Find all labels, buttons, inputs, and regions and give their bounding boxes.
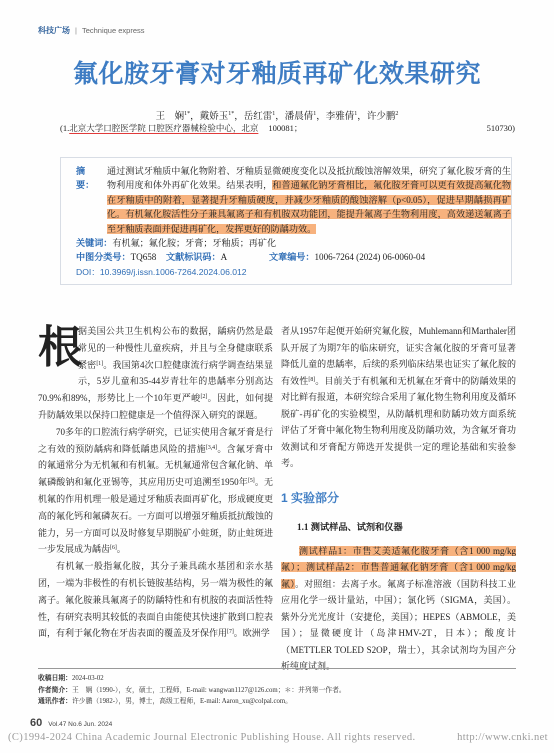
author-affil-mark: 2 (395, 111, 399, 117)
received-value: 2024-03-02 (71, 675, 104, 682)
author-affil-mark: 1 (354, 111, 358, 117)
author-bio-label: 作者简介： (38, 686, 72, 694)
clc-group (76, 250, 166, 264)
page-footer (30, 716, 112, 731)
footnotes (38, 673, 516, 708)
doc-code-label: 文献标识码： (166, 252, 221, 263)
received-date (38, 673, 516, 685)
body-text: 。无机氟的作用机理一般是通过牙釉质表面再矿化，形成硬度更高的氟化钙和氟磷灰石。一方面可以增强牙釉质抵抗酸蚀的能力，另一方面可以及时修复早期脱矿小蛀斑，防止蛀斑进一步发展成为龋齿 (38, 477, 273, 555)
affiliation-postcode: 100081； (268, 123, 303, 133)
corresponding-value: 许少鹏（1982-），男，博士，高级工程师，E-mail: Aaron_xu@colpal.com。 (71, 698, 292, 705)
author-name: 潘晨倩 (284, 112, 314, 122)
author-affil-mark: 1* (228, 111, 235, 117)
clc-label: 中图分类号： (76, 252, 131, 263)
citation: [5] (247, 478, 255, 485)
body-paragraph-continued (281, 323, 516, 472)
received-label: 收稿日期： (38, 675, 72, 682)
subsection-heading: 1.1 测试样品、试剂和仪器 (297, 521, 403, 532)
article-no-value: 1006-7264 (2024) 06-0060-04 (314, 252, 426, 263)
body-text: 。对照组：去离子水。氟离子标准溶液（国防科技工业应用化学一级计量站，中国）；氯化钙（SIGMA，美国）。紫外分光光度计（安捷伦，美国）；HEPES（ABMOLE，美国）；显微硬度计（岛津HMV-2T，日本）；酸度计（METTLER TOLED S2OP，瑞士），其余试剂均为国产分析纯度试剂。 (281, 578, 516, 671)
classification-line (76, 250, 511, 264)
section-heading: 1 实验部分 (281, 490, 340, 505)
body-text: 。 (116, 544, 126, 555)
article-no-group (269, 250, 425, 264)
body-text: 。因此，如何提升防龋效果以保持口腔健康是一个值得深入研究的课题。 (38, 393, 273, 420)
section-name-en: Technique express (81, 26, 145, 35)
author-bio-value: 王 娴（1990-），女，硕士，工程师，E-mail: wangwan1127@126.com；＊：并列第一作者。 (71, 686, 346, 694)
doi-line (76, 265, 511, 279)
affiliation-main (60, 122, 302, 135)
body-text: 70多年的口腔流行病学研究，已证实使用含氟牙膏是行之有效的预防龋病和降低龋患风险的措施 (38, 426, 273, 454)
issue-info: Vol.47 No.6 Jun. 2024 (48, 721, 113, 728)
citation: [1] (96, 360, 104, 367)
body-text: 。我国第4次口腔健康流行病学调查结果显示，5岁儿童和35-44岁青壮年的患龋率分别高达70.9%和89%，形势比上一个10年更严峻 (38, 359, 273, 404)
author-affil-mark: 1 (313, 111, 317, 117)
corresponding-author (38, 696, 516, 708)
author-bio (38, 685, 516, 697)
body-paragraph (38, 558, 273, 642)
body-text: 。含氟牙膏中的氟通常分为无机氟和有机氟。无机氟通常包含氟化钠、单氟磷酸钠和氟化亚锡等，其应用历史可追溯至1950年 (38, 443, 273, 488)
doi-value: 10.3969/j.issn.1006-7264.2024.06.012 (99, 266, 247, 277)
keywords-line (76, 236, 511, 250)
corresponding-label: 通讯作者： (38, 698, 72, 705)
body-column-left (38, 323, 273, 642)
author-name: 岳红雷 (243, 112, 273, 122)
copyright-watermark (8, 731, 548, 745)
author-name: 王 娴 (155, 112, 185, 122)
abstract-text (107, 164, 511, 236)
abstract (76, 164, 511, 236)
doc-code-value: A (220, 252, 228, 263)
keywords-value: 有机氟；氟化胺；牙膏；牙釉质；再矿化 (112, 238, 277, 249)
body-paragraph (38, 424, 273, 558)
materials-paragraph (281, 543, 516, 675)
author-separator: ， (190, 112, 200, 122)
section-name-cn: 科技广场 (38, 26, 70, 35)
author-separator: ， (357, 112, 367, 122)
body-text: 有机氟一般指氟化胺，其分子兼具疏水基团和亲水基团，一端为非极性的有机长链胺基结构，另一端为极性的氟离子。氟化胺兼具氟离子的防龋特性和有机胺的表面活性特性，有研究表明其较低的表面自由能使其快速扩散到口腔表面，有利于氟化物在牙齿表面的覆盖及牙保作用 (38, 561, 273, 639)
drop-cap: 根 (38, 323, 82, 372)
body-text: 者从1957年起便开始研究氟化胺，Muhlemann和Marthaler团队开展了为期7年的临床研究，证实含氟化胺的牙膏可显著降低儿童的患龋率，后续的系列临床结果也证实了氟化胺的有效性 (281, 326, 516, 386)
author-affil-mark: 1 (272, 111, 276, 117)
keywords-label: 关键词： (76, 238, 113, 249)
affiliation-prefix: (1. (60, 123, 70, 133)
footnote-rule (38, 668, 516, 669)
abstract-plain: 通过测试牙釉质中氟化物附着、牙釉质显微硬度变化以及抵抗酸蚀溶解效果，研究了氟化胺牙膏的生物利用度和体外再矿化效果。结果表明， (107, 166, 511, 191)
author-separator: ， (234, 112, 244, 122)
clc-value: TQ658 (130, 252, 157, 263)
affiliation-org: 北京大学口腔医学院 口腔医疗器械检验中心，北京 (69, 123, 259, 133)
author-affil-mark: 1* (184, 111, 191, 117)
affiliation-line (60, 122, 515, 135)
body-text: 。欧洲学 (233, 628, 270, 639)
citation: [8] (308, 376, 316, 383)
affiliation-end: 510730) (486, 123, 515, 133)
abstract-label: 摘 要： (76, 166, 95, 191)
author-name: 李雅倩 (325, 112, 355, 122)
citation: [2] (200, 394, 208, 401)
doi-label: DOI： (76, 266, 100, 277)
running-header (38, 26, 145, 36)
citation: [6] (110, 545, 117, 552)
abstract-highlight: 和普通氟化钠牙膏相比，氟化胺牙膏可以更有效提高氟化物在牙釉质中的附着，显著提升牙釉质硬度，并减少牙釉质的酸蚀溶解（p<0.05），促进早期龋损再矿化。有机氟化胺活性分子兼具氟离子和有机胺双功能团，能提升氟离子生物利用度，高效递送氟离子至牙釉质表面并促进再矿化，发挥更好的防龋功效。 (107, 180, 511, 234)
abstract-box (60, 157, 512, 285)
intro-paragraph (38, 323, 273, 424)
article-no-label: 文章编号： (269, 252, 315, 263)
author-separator: ， (316, 112, 326, 122)
materials-highlight: 测试样品1：市售艾美适氟化胺牙膏（含1 000 mg/kg氟）；测试样品2：市售普通氟化钠牙膏（含1 000 mg/kg氟） (281, 545, 516, 589)
header-separator: | (75, 26, 77, 35)
doc-code-group (166, 250, 269, 264)
body-column-right (281, 323, 516, 675)
body-text: 据美国公共卫生机构公布的数据，龋病仍然是最常见的一种慢性儿童疾病，并且与全身健康联系紧密 (78, 326, 273, 370)
body-text: 。目前关于有机氟和无机氟在牙膏中的防龋效果的对比鲜有报道，本研究综合采用了氟化物生物利用度及循环脱矿-再矿化的实验模型，从防龋机理和防龋功效方面系统评估了牙膏中氟化物生物利用度及防龋功效，为含氟牙膏功效测试和牙膏配方筛选开发提供一定的理论基础和实验参考。 (281, 375, 516, 468)
copyright-text: (C)1994-2024 China Academic Journal Electronic Publishing House. All rights reserved. (8, 732, 416, 743)
citation: [3,4] (205, 444, 218, 451)
page-number: 60 (30, 717, 43, 729)
author-separator: ， (275, 112, 285, 122)
author-name: 戴娇玉 (199, 112, 229, 122)
article-title: 氟化胺牙膏对牙釉质再矿化效果研究 (72, 61, 481, 88)
citation: [7] (227, 629, 234, 636)
author-name: 许少鹏 (366, 112, 396, 122)
watermark-url: http://www.cnki.net (457, 732, 548, 743)
